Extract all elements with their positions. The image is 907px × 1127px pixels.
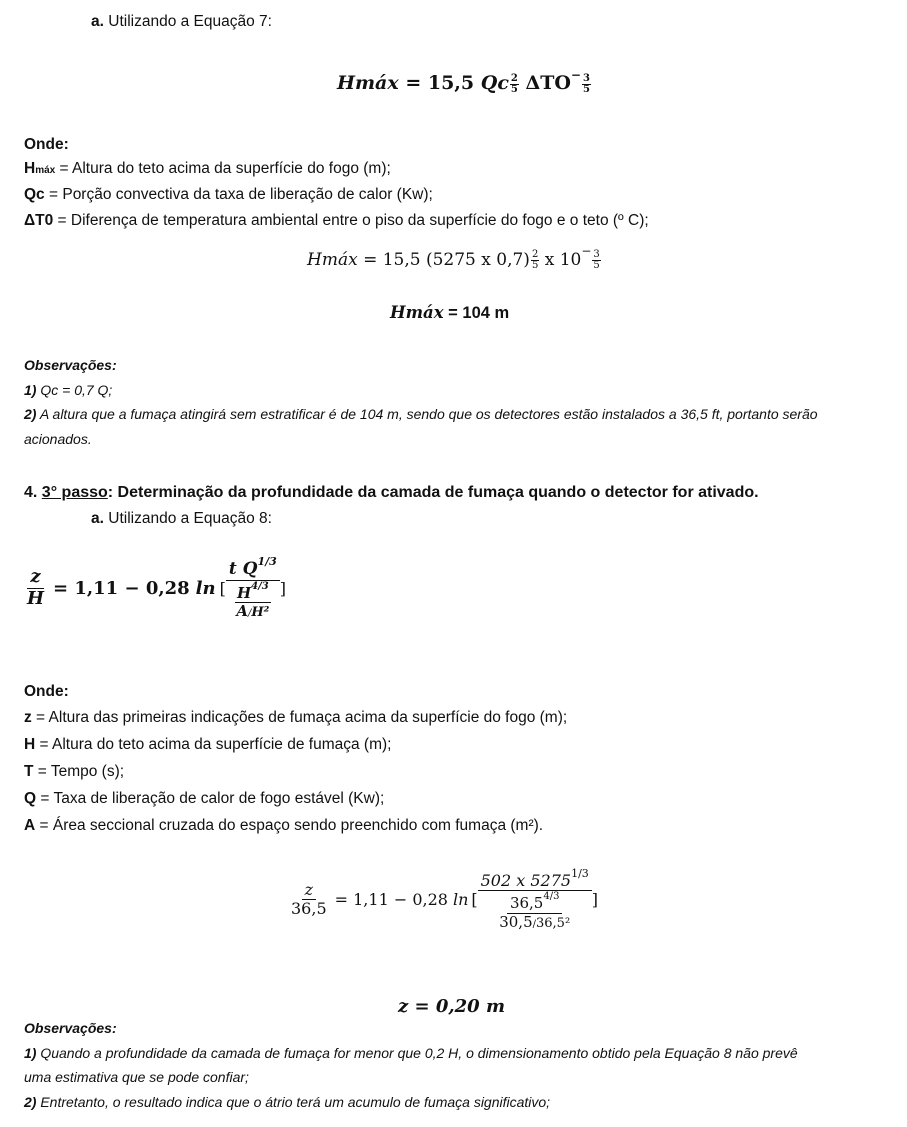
result-z: z = 0,20 m: [398, 996, 505, 1017]
observacao-2-1-cont: uma estimativa que se pode confiar;: [24, 1069, 249, 1085]
section-a-eq7-heading: [91, 13, 272, 31]
exponent-2-5: $\frac{2}{5}$: [510, 73, 518, 95]
calculation-hmax: Hmáx = 15,5 (5275 x 0,7) $\frac{2}{5}$ x 10− $\frac{3}{5}$: [307, 244, 600, 271]
item-text: Utilizando a Equação 7:: [108, 13, 272, 30]
definition-hmax: Hmáx = Altura do teto acima da superfície do fogo (m);: [24, 160, 391, 177]
observacao-2-1: 1) Quando a profundidade da camada de fumaça for menor que 0,2 H, o dimensionamento obtido pela Equação 8 não prevê: [24, 1045, 798, 1061]
exp-sign: −: [570, 68, 581, 82]
definition-delta-t0: ΔT0 = Diferença de temperatura ambiental entre o piso da superfície do fogo e o teto (º C);: [24, 212, 649, 229]
calculation-z: $\frac{z}{36,5}$ = 1,11 − 0,28 ln [ 502 x $5275^{1/3}$ $36,5^{4/3}$ 30,5/36,5² ]: [291, 867, 599, 931]
definition-z: z = Altura das primeiras indicações de fumaça acima da superfície do fogo (m);: [24, 709, 568, 726]
definition-t: T = Tempo (s);: [24, 763, 125, 780]
onde-2-title: Onde:: [24, 683, 69, 700]
observacao-2: 2) A altura que a fumaça atingirá sem estratificar é de 104 m, sendo que os detectores estão instalados a 36,5 ft, portanto serão: [24, 406, 818, 422]
definition-qc: Qc = Porção convectiva da taxa de liberação de calor (Kw);: [24, 186, 433, 203]
observacao-2-2: 2) Entretanto, o resultado indica que o átrio terá um acumulo de fumaça significativo;: [24, 1094, 551, 1110]
observacao-1: 1) Qc = 0,7 Q;: [24, 382, 113, 398]
observacoes-2-title: Observações:: [24, 1020, 117, 1036]
observacoes-title: Observações:: [24, 357, 117, 373]
eq-const: = 15,5: [405, 72, 475, 94]
definition-q: Q = Taxa de liberação de calor de fogo estável (Kw);: [24, 790, 385, 807]
definition-a: A = Área seccional cruzada do espaço sendo preenchido com fumaça (m²).: [24, 817, 544, 834]
observacao-2-cont: acionados.: [24, 431, 92, 447]
eq-lhs: Hmáx: [337, 72, 399, 94]
result-hmax: Hmáx = 104 m: [390, 303, 510, 322]
eq-delta: ΔTO: [525, 72, 571, 94]
equation-8: $\frac{z}{H}$ = 1,11 − 0,28 ln [ t $Q^{1/3}$ $H^{4/3}$ A/H² ]: [24, 556, 286, 621]
eq-q: Qc: [480, 72, 509, 94]
step-4-heading: 4. 3° passo: Determinação da profundidade da camada de fumaça quando o detector for ativado.: [24, 484, 759, 501]
equation-7: [337, 68, 591, 95]
fraction-inner: t $Q^{1/3}$ $H^{4/3}$ A/H²: [226, 556, 280, 621]
onde-title: Onde:: [24, 136, 69, 153]
fraction-z-over-h: $\frac{z}{H}$: [27, 566, 45, 609]
definition-h: H = Altura do teto acima da superfície de fumaça (m);: [24, 736, 392, 753]
item-label: a.: [91, 13, 104, 30]
section-a-eq8-heading: a. Utilizando a Equação 8:: [91, 510, 272, 527]
exponent-3-5: $\frac{3}{5}$: [582, 73, 590, 95]
